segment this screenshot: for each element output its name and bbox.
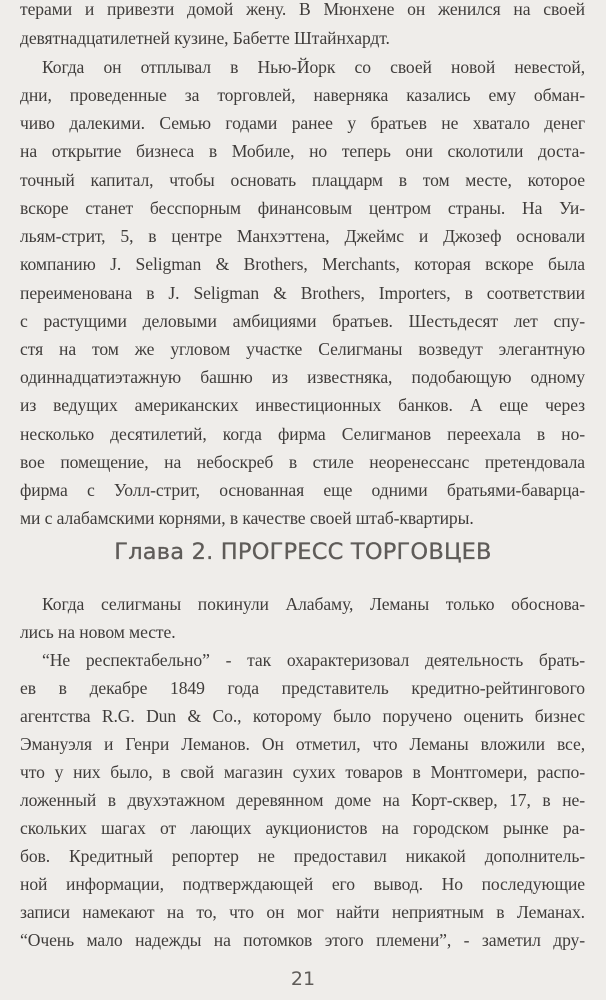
text-line: бов. Кредитный репортер не предоставил никакой дополнитель-	[20, 846, 585, 866]
text-line: ев в декабре 1849 года представитель кредитно-рейтингового	[20, 678, 585, 698]
text-line: фирма с Уолл-стрит, основанная еще одними братьями-баварца-	[20, 480, 585, 500]
text-line: на открытие бизнеса в Мобиле, но теперь они сколотили доста-	[20, 141, 585, 161]
text-line: чиво далекими. Семью годами ранее у братьев не хватало денег	[20, 113, 585, 133]
text-line: точный капитал, чтобы основать плацдарм в том месте, которое	[20, 170, 585, 190]
text-line: Когда он отплывал в Нью-Йорк со своей новой невестой,	[42, 57, 585, 77]
text-line: лись на новом месте.	[20, 622, 176, 642]
text-line: ложенный в двухэтажном деревянном доме на Корт-сквер, 17, в не-	[20, 790, 585, 810]
text-line: переименована в J. Seligman & Brothers, Importers, в соответствии	[20, 283, 585, 303]
text-line: Когда селигманы покинули Алабаму, Леманы только обоснова-	[42, 594, 585, 614]
page-number: 21	[290, 968, 316, 990]
text-line: компанию J. Seligman & Brothers, Merchants, которая вскоре была	[20, 254, 585, 274]
text-line: вскоре станет бесспорным финансовым центром страны. На Уи-	[20, 198, 585, 218]
text-line: с растущими деловыми амбициями братьев. Шестьдесят лет спу-	[20, 311, 585, 331]
text-line: что у них было, в свой магазин сухих товаров в Монтгомери, распо-	[20, 762, 585, 782]
text-line: льям-стрит, 5, в центре Манхэттена, Джеймс и Джозеф основали	[20, 226, 585, 246]
text-line: ной информации, подтверждающей его вывод. Но последующие	[20, 874, 585, 894]
text-line: одиннадцатиэтажную башню из известняка, подобающую одному	[20, 367, 585, 387]
text-line: Эмануэля и Генри Леманов. Он отметил, что Леманы вложили все,	[20, 734, 585, 754]
text-line: стя на том же угловом участке Селигманы возведут элегантную	[20, 339, 585, 359]
text-line: несколько десятилетий, когда фирма Селигманов переехала в но-	[20, 424, 585, 444]
text-line: “Очень мало надежды на потомков этого племени”, - заметил дру-	[20, 930, 585, 950]
text-line: скольких шагах от лающих аукционистов на городском рынке ра-	[20, 818, 585, 838]
text-line: ми с алабамскими корнями, в качестве своей штаб-квартиры.	[20, 508, 474, 528]
text-line: терами и привезти домой жену. В Мюнхене он женился на своей	[20, 0, 585, 19]
text-line: вое помещение, на небоскреб в стиле неоренессанс претендовала	[20, 452, 585, 472]
text-line: дни, проведенные за торговлей, наверняка казались ему обман-	[20, 85, 585, 105]
text-line: девятнадцатилетней кузине, Бабетте Штайнхардт.	[20, 28, 390, 48]
text-line: “Не респектабельно” - так охарактеризовал деятельность брать-	[42, 650, 585, 670]
text-line: записи намекают на то, что он мог найти неприятным в Леманах.	[20, 902, 585, 922]
text-line: агентства R.G. Dun & Co., которому было поручено оценить бизнес	[20, 706, 585, 726]
text-line: из ведущих американских инвестиционных банков. А еще через	[20, 395, 585, 415]
chapter-heading: Глава 2. ПРОГРЕСС ТОРГОВЦЕВ	[114, 539, 492, 565]
